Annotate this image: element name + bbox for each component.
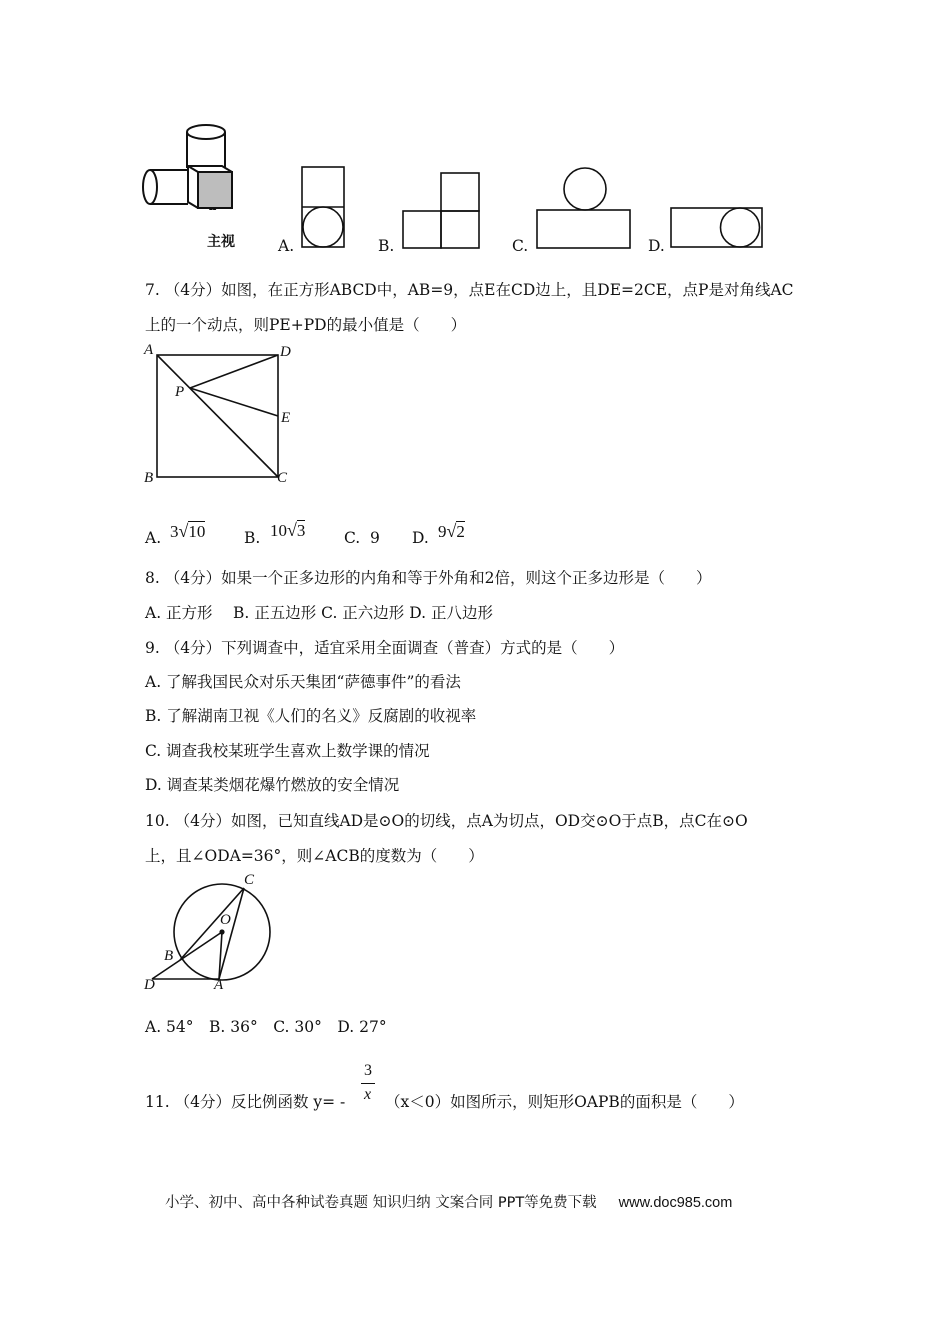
q10-options: A. 54° B. 36° C. 30° D. 27°: [145, 1018, 387, 1036]
q7-label-p: P: [175, 384, 185, 400]
q9-stem: 9. （4分）下列调查中，适宜采用全面调查（普查）方式的是（ ）: [145, 639, 625, 657]
q6-option-b-label: B.: [378, 237, 395, 255]
q7-option-b-coef: 10: [270, 521, 287, 540]
q11-frac-numerator: 3: [364, 1062, 372, 1079]
q10-stem-line2: 上，且∠ODA=36°，则∠ACB的度数为（ ）: [145, 847, 484, 865]
q9-option-b: B. 了解湖南卫视《人们的名义》反腐剧的收视率: [145, 707, 477, 725]
q9-option-d: D. 调查某类烟花爆竹燃放的安全情况: [145, 776, 400, 794]
q6-option-a-figure: [300, 165, 348, 251]
q10-label-o: O: [220, 912, 231, 928]
q7-label-a: A: [144, 342, 154, 358]
q7-option-a-label: A.: [145, 529, 162, 547]
q6-3d-solid-figure: [140, 120, 250, 210]
q11-stem-pre: 11. （4分）反比例函数 y= -: [145, 1093, 346, 1111]
q7-option-d-radicand: 2: [456, 522, 465, 541]
q7-option-b-label: B.: [244, 529, 261, 547]
q9-option-a: A. 了解我国民众对乐天集团“萨德事件”的看法: [145, 673, 461, 691]
q7-label-d: D: [280, 344, 291, 360]
q7-option-a-value: 3√10: [170, 521, 206, 541]
q7-option-b-radicand: 3: [296, 521, 306, 540]
q10-label-d: D: [144, 977, 155, 993]
q7-stem-line1: 7. （4分）如图，在正方形ABCD中，AB=9，点E在CD边上，且DE=2CE，点P是对角线AC: [145, 281, 794, 299]
footer-text: 小学、初中、高中各种试卷真题 知识归纳 文案合同 PPT等免费下载: [165, 1195, 597, 1211]
q10-circle-figure: [140, 870, 290, 998]
page-footer: [165, 1191, 732, 1212]
q7-option-a-coef: 3: [170, 522, 179, 541]
q7-option-d-value: 9√2: [438, 521, 465, 541]
q7-option-b-value: 10√3: [270, 520, 306, 540]
q6-option-c-figure: [535, 167, 633, 251]
q6-option-c-label: C.: [512, 237, 529, 255]
q9-option-c: C. 调查我校某班学生喜欢上数学课的情况: [145, 742, 430, 760]
q7-option-c-label: C.: [344, 529, 361, 547]
q11-stem-post: （x＜0）如图所示，则矩形OAPB的面积是（ ）: [385, 1093, 744, 1111]
q8-stem: 8. （4分）如果一个正多边形的内角和等于外角和2倍，则这个正多边形是（ ）: [145, 569, 712, 587]
q7-label-c: C: [277, 470, 288, 486]
q6-option-b-figure: [402, 171, 482, 251]
q7-option-c-value: 9: [370, 529, 380, 547]
q6-option-a-label: A.: [278, 237, 295, 255]
q8-options: A. 正方形 B. 正五边形 C. 正六边形 D. 正八边形: [145, 604, 493, 622]
footer-url[interactable]: www.doc985.com: [618, 1195, 733, 1211]
q10-label-c: C: [244, 872, 255, 888]
q6-option-d-label: D.: [648, 237, 665, 255]
q7-label-e: E: [281, 410, 291, 426]
q6-option-d-figure: [669, 206, 765, 250]
q7-square-figure: [140, 340, 300, 490]
q7-stem-line2: 上的一个动点，则PE+PD的最小值是（ ）: [145, 316, 467, 334]
q7-option-a-radicand: 10: [188, 522, 206, 541]
front-view-label: 主视: [207, 234, 235, 250]
q10-label-b: B: [164, 948, 174, 964]
q11-frac-denominator: x: [364, 1086, 372, 1103]
q7-option-d-label: D.: [412, 529, 429, 547]
q10-stem-line1: 10. （4分）如图，已知直线AD是⊙O的切线，点A为切点，OD交⊙O于点B，点C在⊙O: [145, 812, 748, 830]
q7-label-b: B: [144, 470, 154, 486]
q10-label-a: A: [214, 977, 224, 993]
q7-option-d-coef: 9: [438, 522, 447, 541]
q11-frac-bar: [361, 1083, 375, 1084]
